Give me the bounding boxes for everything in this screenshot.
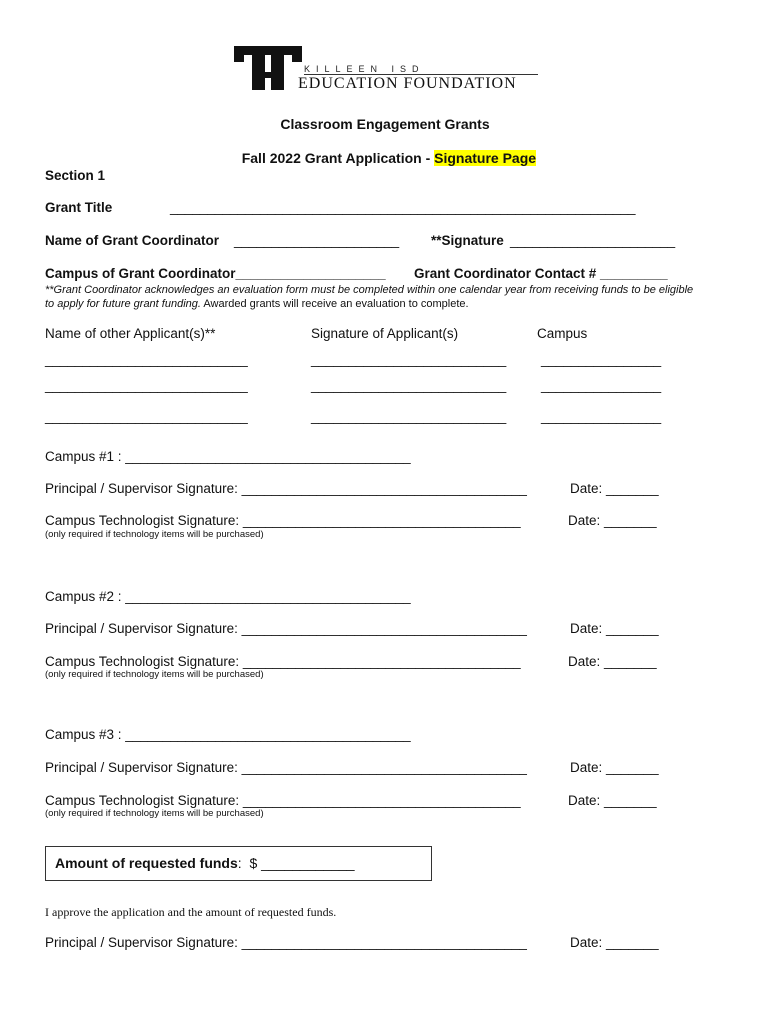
- campus-3-principal-date[interactable]: Date: _______: [570, 760, 659, 775]
- applicant-name-field[interactable]: ___________________________: [45, 352, 248, 367]
- applicant-signature-field[interactable]: __________________________: [311, 409, 507, 424]
- coordinator-campus-field[interactable]: Campus of Grant Coordinator____________________: [45, 266, 386, 281]
- requested-funds-value[interactable]: : $ ____________: [237, 855, 355, 871]
- campus-2-principal-signature[interactable]: Principal / Supervisor Signature: ______________________________________: [45, 621, 527, 636]
- approval-principal-signature[interactable]: Principal / Supervisor Signature: ______________________________________: [45, 935, 527, 950]
- grant-title-label: Grant Title: [45, 200, 113, 215]
- applicant-name-field[interactable]: ___________________________: [45, 378, 248, 393]
- campus-1-principal-signature[interactable]: Principal / Supervisor Signature: ______________________________________: [45, 481, 527, 496]
- approval-date[interactable]: Date: _______: [570, 935, 659, 950]
- applicant-name-header: Name of other Applicant(s)**: [45, 326, 216, 341]
- applicant-campus-header: Campus: [537, 326, 588, 341]
- requested-funds-box[interactable]: [45, 846, 432, 881]
- logo-emblem-icon: [232, 44, 304, 92]
- coordinator-note-line-2: [45, 298, 469, 310]
- approval-statement: I approve the application and the amount of requested funds.: [45, 905, 337, 919]
- page-title: Classroom Engagement Grants: [280, 116, 490, 132]
- requested-funds-label: Amount of requested funds: [55, 855, 238, 871]
- applicant-signature-field[interactable]: __________________________: [311, 352, 507, 367]
- coordinator-name-field[interactable]: ______________________: [234, 233, 400, 248]
- campus-1-principal-date[interactable]: Date: _______: [570, 481, 659, 496]
- subtitle-prefix: Fall 2022 Grant Application -: [241, 150, 435, 166]
- applicant-campus-field[interactable]: ________________: [541, 352, 662, 367]
- campus-2-tech-date[interactable]: Date: _______: [568, 654, 657, 669]
- requested-funds-text: [55, 855, 355, 871]
- coordinator-signature-field[interactable]: ______________________: [510, 233, 676, 248]
- section-heading: Section 1: [45, 168, 106, 183]
- campus-3-tech-date[interactable]: Date: _______: [568, 793, 657, 808]
- campus-1-field[interactable]: Campus #1 : ______________________________________: [45, 449, 411, 464]
- coordinator-signature-label: **Signature: [431, 233, 504, 248]
- campus-2-tech-signature[interactable]: Campus Technologist Signature: _____________________________________: [45, 654, 521, 669]
- campus-1-tech-note: (only required if technology items will be purchased): [45, 529, 264, 540]
- campus-3-principal-signature[interactable]: Principal / Supervisor Signature: ______________________________________: [45, 760, 527, 775]
- campus-1-tech-date[interactable]: Date: _______: [568, 513, 657, 528]
- coordinator-contact-field[interactable]: Grant Coordinator Contact # _________: [414, 266, 668, 281]
- applicant-name-field[interactable]: ___________________________: [45, 409, 248, 424]
- applicant-signature-field[interactable]: __________________________: [311, 378, 507, 393]
- campus-2-tech-note: (only required if technology items will be purchased): [45, 669, 264, 680]
- note-regular-part: Awarded grants will receive an evaluation to complete.: [200, 298, 469, 310]
- campus-3-tech-signature[interactable]: Campus Technologist Signature: _____________________________________: [45, 793, 521, 808]
- coordinator-name-label: Name of Grant Coordinator: [45, 233, 220, 248]
- campus-2-field[interactable]: Campus #2 : ______________________________________: [45, 589, 411, 604]
- foundation-logo: [232, 44, 542, 96]
- logo-line-2: EDUCATION FOUNDATION: [298, 75, 517, 92]
- coordinator-note-line-1: **Grant Coordinator acknowledges an evaluation form must be completed within one calendar year from receiving funds to be eligible: [45, 284, 694, 296]
- page-subtitle: [0, 134, 770, 166]
- applicant-signature-header: Signature of Applicant(s): [311, 326, 459, 341]
- campus-1-tech-signature[interactable]: Campus Technologist Signature: _____________________________________: [45, 513, 521, 528]
- logo-line-1: KILLEEN ISD: [304, 64, 425, 74]
- note-italic-part: to apply for future grant funding.: [45, 298, 201, 310]
- campus-3-tech-note: (only required if technology items will be purchased): [45, 808, 264, 819]
- subtitle-highlight: Signature Page: [434, 150, 537, 166]
- applicant-campus-field[interactable]: ________________: [541, 409, 662, 424]
- campus-2-principal-date[interactable]: Date: _______: [570, 621, 659, 636]
- applicant-campus-field[interactable]: ________________: [541, 378, 662, 393]
- campus-3-field[interactable]: Campus #3 : ______________________________________: [45, 727, 411, 742]
- grant-title-field[interactable]: ______________________________________________________________: [170, 200, 636, 215]
